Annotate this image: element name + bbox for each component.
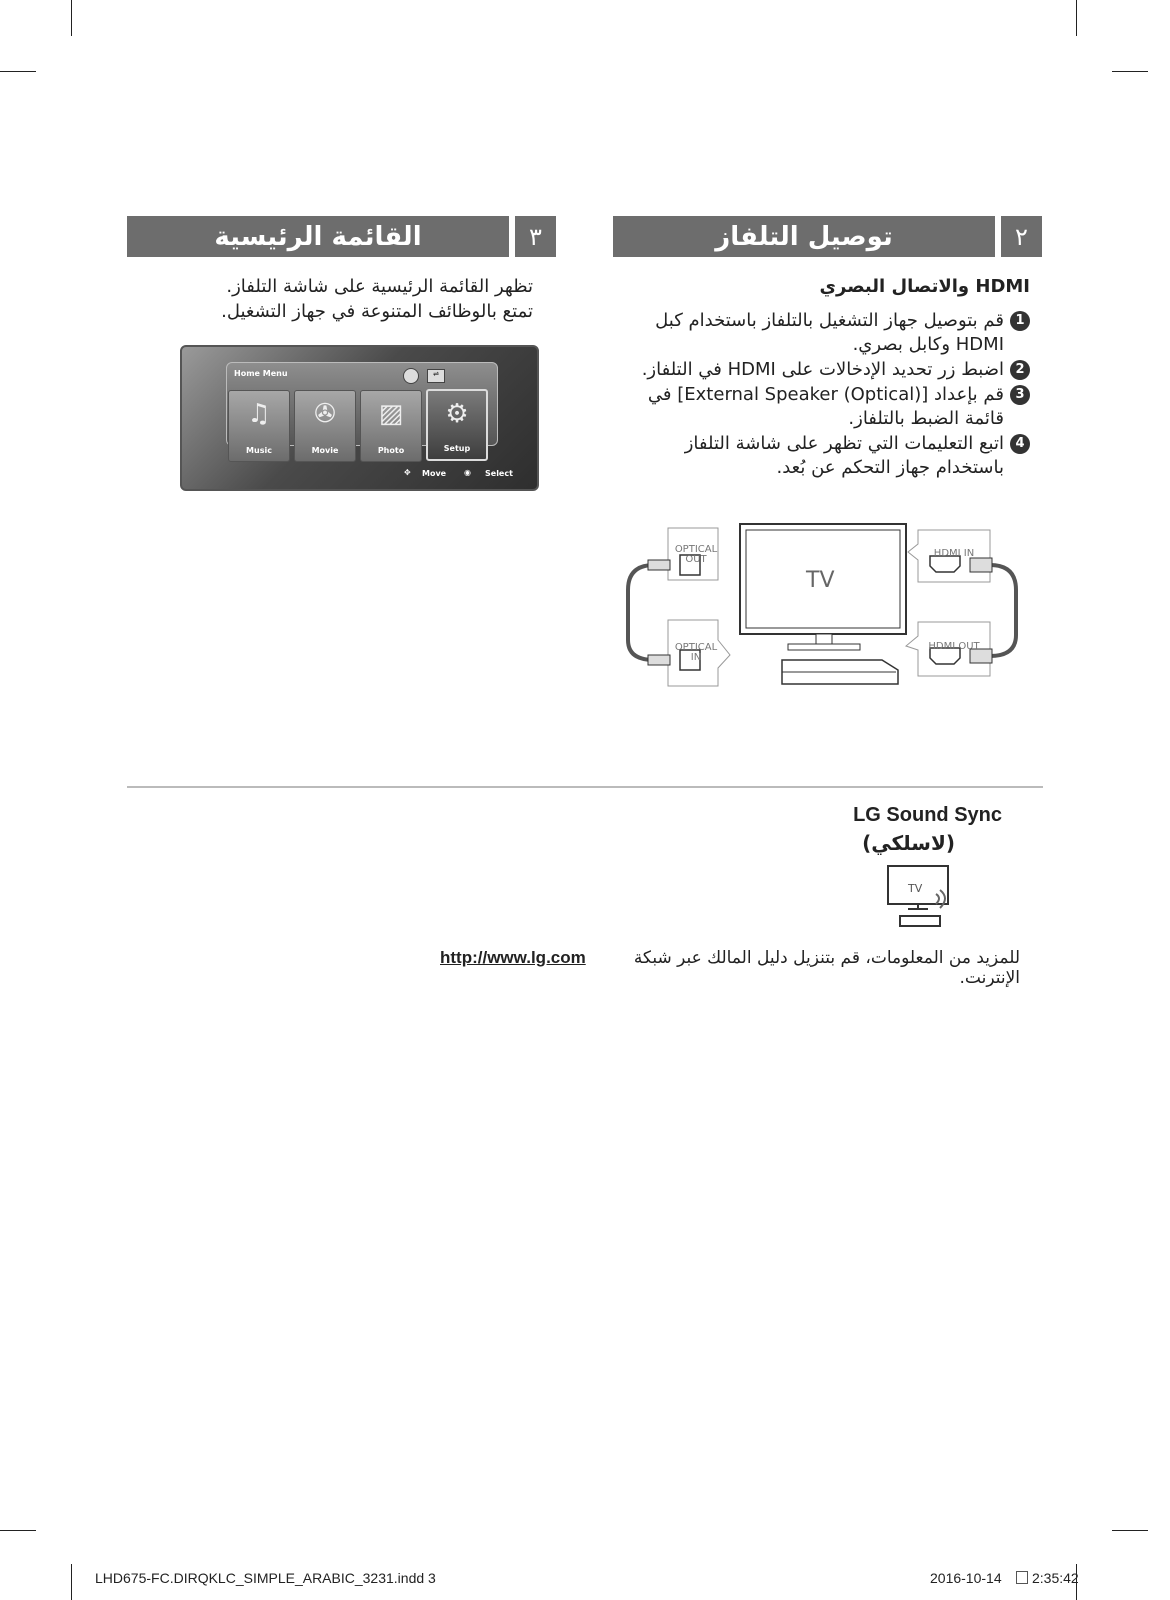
section-2-number: ٢ [1001, 216, 1042, 257]
section-3-title: القائمة الرئيسية [127, 216, 509, 257]
step-2-text: اضبط زر تحديد الإدخالات على HDMI في التلفاز. [641, 359, 1004, 380]
nav-select: Select [485, 469, 513, 478]
step-3-number: 3 [1010, 385, 1030, 405]
soundsync-subtitle: (لاسلكي) [862, 831, 955, 855]
step-1-text: قم بتوصيل جهاز التشغيل بالتلفاز باستخدام كبل HDMI وكابل بصري. [655, 310, 1004, 355]
step-3-text: قم بإعداد [External Speaker (Optical)] في قائمة الضبط بالتلفاز. [647, 384, 1004, 429]
tv-stand [788, 644, 860, 650]
more-info-text: للمزيد من المعلومات، قم بتنزيل دليل المالك عبر شبكة الإنترنت. [633, 948, 1020, 988]
footer-file: LHD675-FC.DIRQKLC_SIMPLE_ARABIC_3231.indd 3 [95, 1570, 436, 1586]
photo-icon: ▨ [378, 399, 404, 429]
usb-icon: ⇌ [427, 369, 445, 383]
more-info-line [440, 948, 1020, 988]
optical-in-label: OPTICAL IN [674, 642, 718, 663]
footer-date: 2016-10-14 [930, 1570, 1002, 1586]
menu-tile-photo-label: Photo [377, 446, 405, 455]
menu-tile-movie[interactable] [294, 390, 356, 462]
section-3-line-2: تمتع بالوظائف المتنوعة في جهاز التشغيل. [221, 301, 533, 322]
crop-mark [1076, 0, 1077, 36]
section-2-subtitle: HDMI والاتصال البصري [819, 276, 1030, 297]
section-divider [127, 786, 1043, 788]
step-4-number: 4 [1010, 434, 1030, 454]
crop-mark [1112, 1530, 1148, 1531]
hdmi-out-label: HDMI OUT [928, 641, 980, 652]
optical-plug-top [648, 560, 670, 570]
crop-mark [1112, 71, 1148, 72]
menu-tile-photo[interactable] [360, 390, 422, 462]
tv-neck [816, 634, 832, 644]
nav-move: Move [422, 469, 447, 478]
footer-time: 2:35:42 [1032, 1570, 1079, 1586]
section-3-line-1: تظهر القائمة الرئيسية على شاشة التلفاز. [226, 276, 533, 297]
crop-mark [0, 71, 36, 72]
step-1-number: 1 [1010, 311, 1030, 331]
crop-mark [0, 1530, 36, 1531]
section-3-text [127, 274, 533, 324]
disc-icon [403, 368, 419, 384]
step-3 [634, 383, 1030, 431]
lg-website-link[interactable]: http://www.lg.com [440, 948, 586, 967]
footer-glyph [1016, 1571, 1028, 1584]
music-icon: ♫ [247, 399, 271, 429]
hdmi-in-label: HDMI IN [933, 548, 975, 559]
step-1 [634, 309, 1030, 357]
hdmi-cable [990, 565, 1016, 656]
optical-plug-bottom [648, 655, 670, 665]
soundsync-illustration [880, 864, 960, 934]
hdmi-plug-top [970, 558, 992, 572]
optical-out-label: OPTICAL OUT [674, 544, 718, 565]
step-2-number: 2 [1010, 360, 1030, 380]
crop-mark [71, 0, 72, 36]
menu-tile-music-label: Music [246, 446, 272, 455]
menu-tile-setup[interactable] [426, 389, 488, 461]
tv-label: TV [806, 568, 835, 593]
step-4-text: اتبع التعليمات التي تظهر على شاشة التلفاز باستخدام جهاز التحكم عن بُعد. [684, 433, 1004, 478]
step-4 [634, 432, 1030, 480]
optical-cable [628, 565, 654, 660]
menu-tile-setup-label: Setup [443, 444, 471, 453]
soundsync-player [900, 916, 940, 926]
select-icon: ◉ [464, 468, 471, 477]
soundsync-title: LG Sound Sync [853, 804, 1002, 826]
step-2 [634, 358, 1030, 382]
move-icon: ✥ [404, 468, 411, 477]
soundsync-tv-label: TV [908, 882, 923, 895]
home-menu-screenshot [180, 345, 539, 491]
crop-mark [71, 1564, 72, 1600]
menu-tile-movie-label: Movie [311, 446, 339, 455]
gear-icon: ⚙ [445, 399, 469, 429]
section-2-title: توصيل التلفاز [613, 216, 995, 257]
section-3-number: ٣ [515, 216, 556, 257]
menu-tile-music[interactable] [228, 390, 290, 462]
home-menu-title: Home Menu [234, 369, 288, 378]
film-reel-icon: ✇ [314, 399, 336, 429]
